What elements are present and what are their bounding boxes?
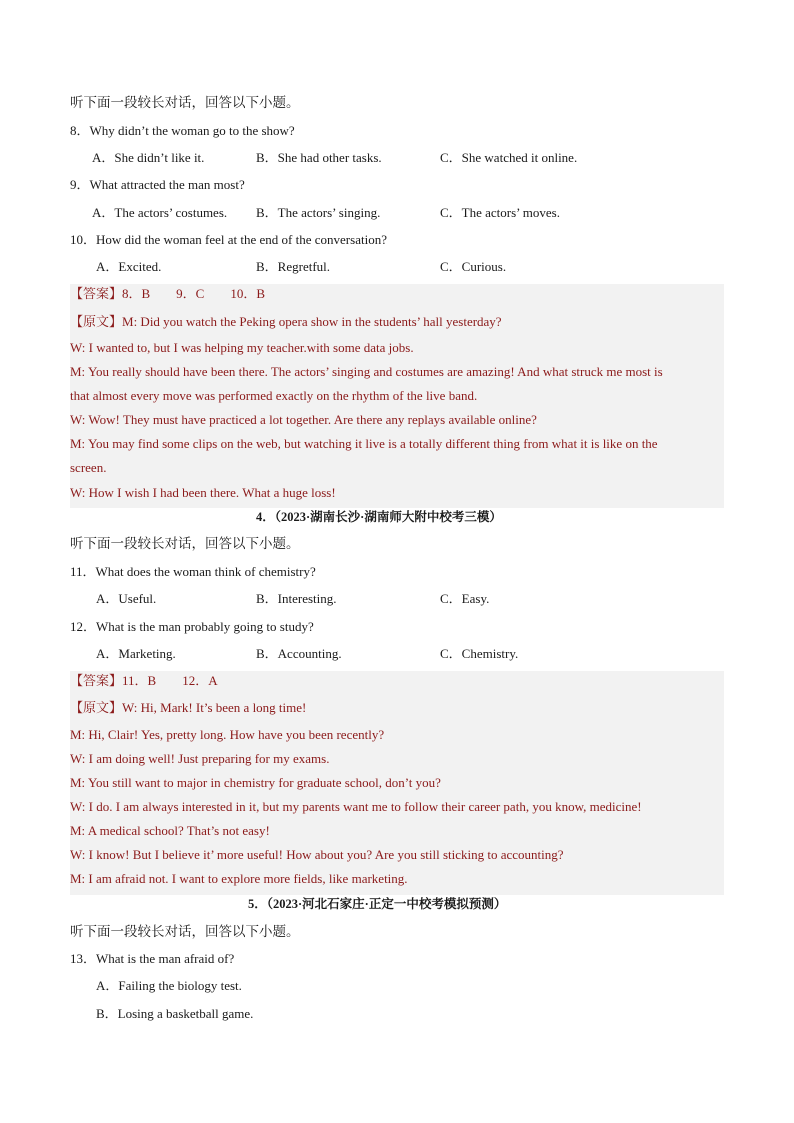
transcript-line: M: I am afraid not. I want to explore more fields, like marketing.	[70, 871, 408, 886]
q8-option-a: A．She didn’t like it.	[92, 150, 205, 165]
q11-option-a: A．Useful.	[96, 591, 157, 606]
answer-text: 11．B 12．A	[122, 673, 218, 688]
transcript-line: W: How I wish I had been there. What a huge loss!	[70, 485, 336, 500]
section-heading: 4．（2023·湖南长沙·湖南师大附中校考三模）	[256, 510, 502, 524]
transcript-line: W: I wanted to, but I was helping my teacher.with some data jobs.	[70, 340, 414, 355]
transcript-line: W: I do. I am always interested in it, but my parents want me to follow their career path, you know, medicine!	[70, 799, 642, 814]
transcript-tag: 【原文】	[70, 314, 123, 329]
q8-option-c: C．She watched it online.	[440, 150, 578, 165]
section-intro: 听下面一段较长对话，回答以下小题。	[70, 536, 300, 551]
q9-option-c: C．The actors’ moves.	[440, 205, 560, 220]
transcript-line: W: Wow! They must have practiced a lot together. Are there any replays available online?	[70, 412, 537, 427]
q10-option-a: A．Excited.	[96, 259, 162, 274]
answer-line	[70, 672, 218, 690]
q12-option-c: C．Chemistry.	[440, 646, 519, 661]
q8-option-b: B．She had other tasks.	[256, 150, 382, 165]
q10-option-c: C．Curious.	[440, 259, 507, 274]
transcript-line: W: I know! But I believe it’ more useful! How about you? Are you still sticking to accounting?	[70, 847, 564, 862]
question-9: 9．What attracted the man most?	[70, 177, 245, 192]
transcript-line: M: You may find some clips on the web, but watching it live is a totally different thing from what it is like on the	[70, 436, 658, 451]
section-heading: 5．（2023·河北石家庄·正定一中校考模拟预测）	[248, 897, 507, 911]
question-10: 10．How did the woman feel at the end of the conversation?	[70, 232, 387, 247]
section-intro: 听下面一段较长对话，回答以下小题。	[70, 924, 300, 939]
transcript-line: W: I am doing well! Just preparing for my exams.	[70, 751, 330, 766]
answer-text: 8．B 9．C 10．B	[122, 286, 266, 301]
q13-option-b: B．Losing a basketball game.	[96, 1006, 254, 1021]
transcript-line: M: You still want to major in chemistry for graduate school, don’t you?	[70, 775, 441, 790]
q10-option-b: B．Regretful.	[256, 259, 331, 274]
question-11: 11．What does the woman think of chemistry?	[70, 564, 316, 579]
transcript-text: W: Hi, Mark! It’s been a long time!	[122, 700, 307, 715]
answer-line	[70, 285, 265, 303]
question-12: 12．What is the man probably going to study?	[70, 619, 314, 634]
q13-option-a: A．Failing the biology test.	[96, 978, 242, 993]
transcript-line	[70, 699, 306, 717]
transcript-line	[70, 313, 502, 331]
q12-option-a: A．Marketing.	[96, 646, 176, 661]
transcript-line: that almost every move was performed exactly on the rhythm of the live band.	[70, 388, 478, 403]
transcript-text: M: Did you watch the Peking opera show in the students’ hall yesterday?	[122, 314, 502, 329]
section-intro: 听下面一段较长对话，回答以下小题。	[70, 95, 300, 110]
q12-option-b: B．Accounting.	[256, 646, 342, 661]
question-8: 8．Why didn’t the woman go to the show?	[70, 123, 295, 138]
answer-tag: 【答案】	[70, 286, 123, 301]
q11-option-c: C．Easy.	[440, 591, 490, 606]
question-13: 13．What is the man afraid of?	[70, 951, 235, 966]
answer-tag: 【答案】	[70, 673, 123, 688]
transcript-line: screen.	[70, 460, 107, 475]
transcript-line: M: Hi, Clair! Yes, pretty long. How have you been recently?	[70, 727, 385, 742]
q11-option-b: B．Interesting.	[256, 591, 337, 606]
q9-option-b: B．The actors’ singing.	[256, 205, 381, 220]
transcript-line: M: A medical school? That’s not easy!	[70, 823, 270, 838]
transcript-line: M: You really should have been there. The actors’ singing and costumes are amazing! And what struck me most is	[70, 364, 663, 379]
transcript-tag: 【原文】	[70, 700, 123, 715]
q9-option-a: A．The actors’ costumes.	[92, 205, 228, 220]
